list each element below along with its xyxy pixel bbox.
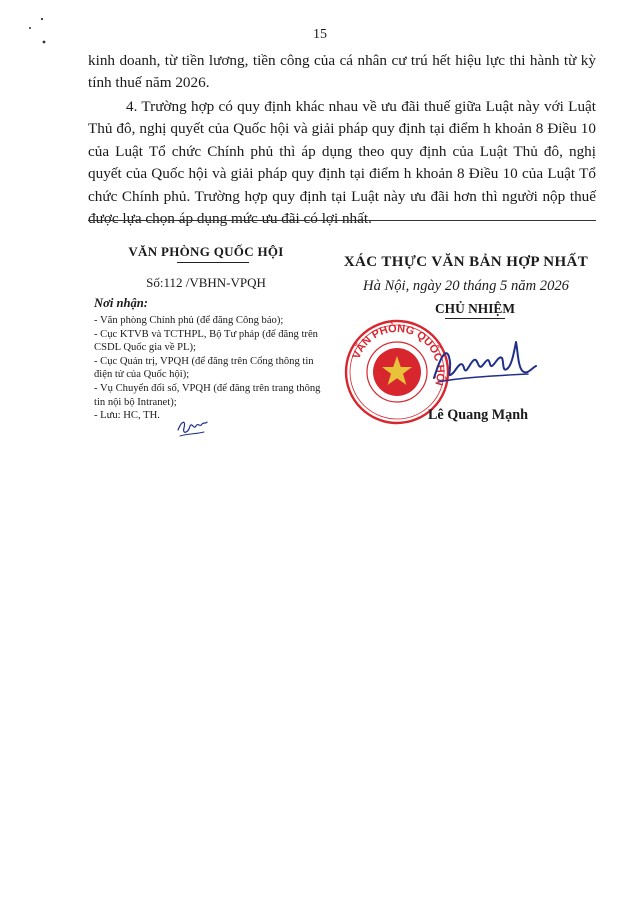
recipient-item: - Cục Quản trị, VPQH (để đăng trên Cổng thông tin điện tử của Quốc hội); — [94, 355, 314, 381]
date-line: Hà Nội, ngày 20 tháng 5 năm 2026 — [363, 278, 569, 294]
position-underline — [445, 318, 505, 319]
recipient-item: - Vụ Chuyển đổi số, VPQH (để đăng trên trang thông tin nội bộ Intranet); — [94, 382, 321, 408]
verification-title: XÁC THỰC VĂN BẢN HỢP NHẤT — [343, 254, 589, 270]
signer-position: CHỦ NHIỆM — [435, 301, 515, 316]
signer-name: Lê Quang Mạnh — [427, 407, 529, 423]
document-number: Số:112 /VBHN-VPQH — [146, 275, 266, 290]
seal-text: VĂN PHÒNG QUỐC HỘI — [350, 322, 447, 387]
recipient-item: - Cục KTVB và TCTHPL, Bộ Tư pháp (để đăng trên CSDL Quốc gia về PL); — [94, 328, 318, 354]
issuing-office: VĂN PHÒNG QUỐC HỘI — [128, 244, 284, 259]
handwritten-initials — [176, 416, 208, 438]
recipient-item: - Văn phòng Chính phủ (để đăng Công báo); — [94, 315, 284, 326]
paragraph-clause-4: 4. Trường hợp có quy định khác nhau về ưu đãi thuế giữa Luật này với Luật Thủ đô, nghị quyết của Quốc hội và giải pháp quy định tại điểm h khoản 8 Điều 10 của Luật Tổ chức Chính phủ thì áp dụng theo quy định của Luật Thủ đô, nghị quyết của Quốc hội và giải pháp quy định tại điểm h khoản 8 Điều 10 của Luật Tổ chức Chính phủ. Trường hợp quy định tại Luật này ưu đãi hơn thì người nộp thuế được lựa chọn áp dụng mức ưu đãi có lợi nhất. — [88, 98, 596, 228]
recipients-list — [94, 314, 334, 423]
page-number: 15 — [313, 27, 327, 42]
scan-speckles — [26, 16, 54, 46]
section-divider — [88, 220, 596, 221]
paragraph-continuation: kinh doanh, từ tiền lương, tiền công của cá nhân cư trú hết hiệu lực thi hành từ kỳ tính thuế năm 2026. — [88, 52, 596, 92]
recipients-title: Nơi nhận: — [94, 296, 149, 310]
office-underline — [177, 262, 249, 263]
handwritten-signature — [428, 332, 538, 392]
recipient-item: - Lưu: HC, TH. — [94, 410, 160, 422]
